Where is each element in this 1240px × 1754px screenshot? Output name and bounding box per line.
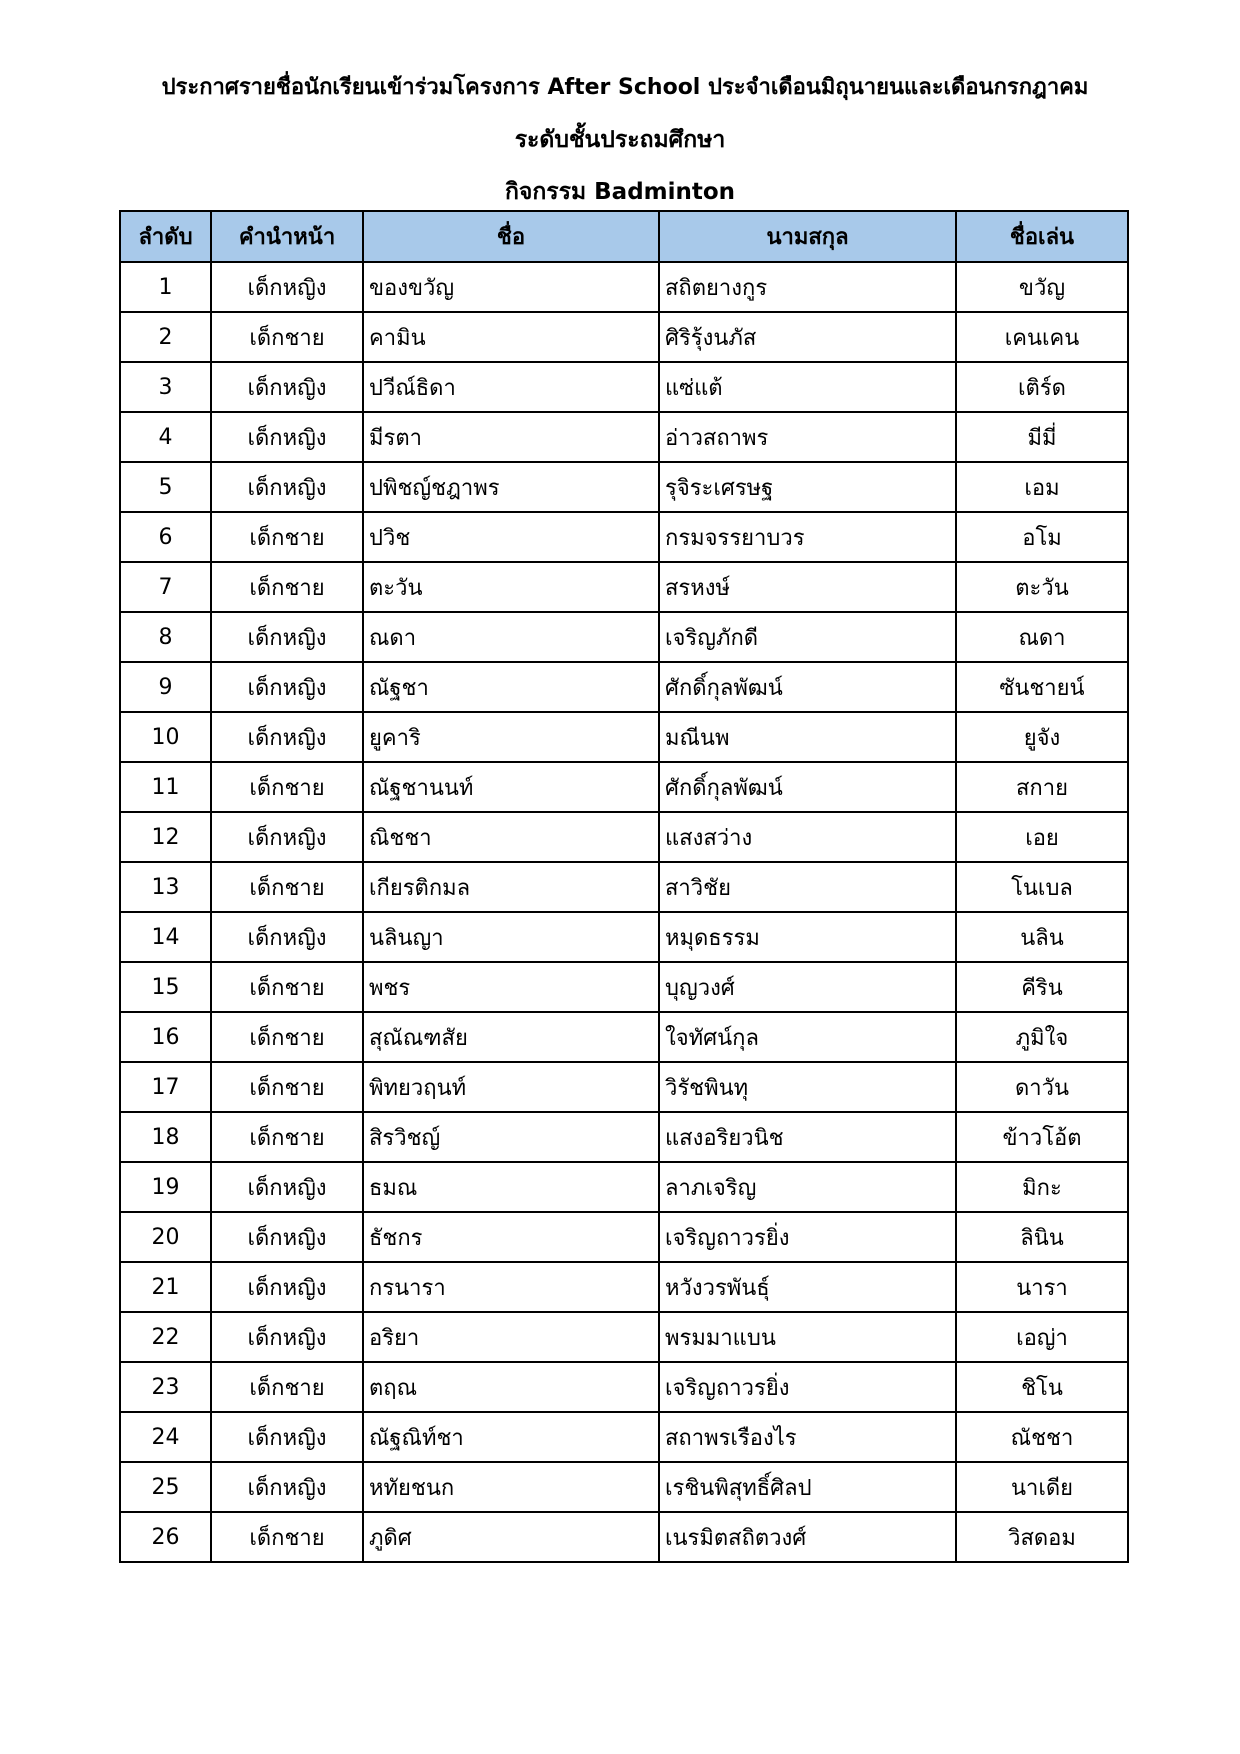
cell-first-name: ณิชชา (363, 812, 659, 862)
cell-last-name: แสงสว่าง (659, 812, 956, 862)
cell-prefix: เด็กชาย (211, 562, 363, 612)
cell-prefix: เด็กหญิง (211, 262, 363, 312)
document-level-subtitle: ระดับชั้นประถมศึกษา (514, 127, 726, 153)
cell-nickname: ชิโน (956, 1362, 1128, 1412)
cell-prefix: เด็กชาย (211, 312, 363, 362)
cell-prefix: เด็กหญิง (211, 712, 363, 762)
cell-first-name: นลินญา (363, 912, 659, 962)
cell-no: 9 (120, 662, 211, 712)
cell-nickname: เอม (956, 462, 1128, 512)
cell-no: 7 (120, 562, 211, 612)
cell-nickname: มิกะ (956, 1162, 1128, 1212)
cell-prefix: เด็กชาย (211, 1062, 363, 1112)
table-row (120, 662, 1128, 712)
cell-last-name: สถาพรเรืองไร (659, 1412, 956, 1462)
cell-no: 22 (120, 1312, 211, 1362)
cell-last-name: ศักดิ์กุลพัฒน์ (659, 662, 956, 712)
cell-first-name: ยูคาริ (363, 712, 659, 762)
table-row (120, 1412, 1128, 1462)
cell-prefix: เด็กชาย (211, 512, 363, 562)
cell-last-name: เจริญถาวรยิ่ง (659, 1362, 956, 1412)
column-header-first-name: ชื่อ (363, 211, 659, 262)
table-row (120, 1062, 1128, 1112)
cell-first-name: พชร (363, 962, 659, 1012)
cell-prefix: เด็กหญิง (211, 462, 363, 512)
cell-nickname: ตะวัน (956, 562, 1128, 612)
cell-first-name: ตะวัน (363, 562, 659, 612)
cell-no: 2 (120, 312, 211, 362)
cell-nickname: อโม (956, 512, 1128, 562)
cell-prefix: เด็กชาย (211, 962, 363, 1012)
cell-first-name: ของขวัญ (363, 262, 659, 312)
cell-nickname: เคนเคน (956, 312, 1128, 362)
cell-first-name: ธัชกร (363, 1212, 659, 1262)
cell-prefix: เด็กชาย (211, 1012, 363, 1062)
cell-last-name: สรหงษ์ (659, 562, 956, 612)
cell-last-name: ลาภเจริญ (659, 1162, 956, 1212)
table-row (120, 1512, 1128, 1562)
table-row (120, 1112, 1128, 1162)
cell-no: 25 (120, 1462, 211, 1512)
table-row (120, 562, 1128, 612)
column-header-prefix: คำนำหน้า (211, 211, 363, 262)
cell-last-name: รุจิระเศรษฐ (659, 462, 956, 512)
table-row (120, 1162, 1128, 1212)
column-header-nickname: ชื่อเล่น (956, 211, 1128, 262)
cell-first-name: เกียรติกมล (363, 862, 659, 912)
cell-nickname: โนเบล (956, 862, 1128, 912)
cell-first-name: สุณัณฑสัย (363, 1012, 659, 1062)
cell-no: 16 (120, 1012, 211, 1062)
document-header (0, 62, 1240, 218)
table-row (120, 312, 1128, 362)
cell-no: 24 (120, 1412, 211, 1462)
table-row (120, 1312, 1128, 1362)
cell-no: 18 (120, 1112, 211, 1162)
cell-no: 15 (120, 962, 211, 1012)
cell-prefix: เด็กหญิง (211, 1262, 363, 1312)
cell-no: 23 (120, 1362, 211, 1412)
cell-first-name: สิรวิชญ์ (363, 1112, 659, 1162)
table-row (120, 512, 1128, 562)
cell-prefix: เด็กหญิง (211, 1212, 363, 1262)
cell-last-name: หวังวรพันธุ์ (659, 1262, 956, 1312)
cell-nickname: นาเดีย (956, 1462, 1128, 1512)
cell-first-name: หทัยชนก (363, 1462, 659, 1512)
cell-last-name: ศักดิ์กุลพัฒน์ (659, 762, 956, 812)
cell-last-name: กรมจรรยาบวร (659, 512, 956, 562)
cell-last-name: แซ่แต้ (659, 362, 956, 412)
table-row (120, 1262, 1128, 1312)
cell-no: 21 (120, 1262, 211, 1312)
cell-no: 10 (120, 712, 211, 762)
cell-no: 17 (120, 1062, 211, 1112)
cell-prefix: เด็กหญิง (211, 1312, 363, 1362)
cell-last-name: เนรมิตสถิตวงศ์ (659, 1512, 956, 1562)
cell-last-name: พรมมาแบน (659, 1312, 956, 1362)
cell-last-name: ศิริรุ้งนภัส (659, 312, 956, 362)
cell-prefix: เด็กหญิง (211, 612, 363, 662)
cell-first-name: ปวีณ์ธิดา (363, 362, 659, 412)
cell-last-name: เรชินพิสุทธิ์ศิลป (659, 1462, 956, 1512)
cell-no: 4 (120, 412, 211, 462)
cell-no: 12 (120, 812, 211, 862)
cell-no: 19 (120, 1162, 211, 1212)
column-header-last-name: นามสกุล (659, 211, 956, 262)
cell-prefix: เด็กชาย (211, 1362, 363, 1412)
cell-nickname: คีริน (956, 962, 1128, 1012)
cell-first-name: ณัฐชา (363, 662, 659, 712)
table-row (120, 1212, 1128, 1262)
cell-first-name: คามิน (363, 312, 659, 362)
student-roster-table (119, 210, 1129, 1563)
cell-last-name: สถิตยางกูร (659, 262, 956, 312)
cell-prefix: เด็กหญิง (211, 812, 363, 862)
cell-last-name: เจริญภักดี (659, 612, 956, 662)
cell-last-name: สาวิชัย (659, 862, 956, 912)
cell-no: 8 (120, 612, 211, 662)
cell-prefix: เด็กหญิง (211, 1162, 363, 1212)
cell-prefix: เด็กชาย (211, 1112, 363, 1162)
table-row (120, 262, 1128, 312)
table-body (120, 262, 1128, 1562)
table-row (120, 762, 1128, 812)
cell-prefix: เด็กชาย (211, 862, 363, 912)
cell-nickname: ยูจัง (956, 712, 1128, 762)
cell-prefix: เด็กชาย (211, 762, 363, 812)
cell-prefix: เด็กหญิง (211, 362, 363, 412)
cell-first-name: ณัฐณิท์ชา (363, 1412, 659, 1462)
table-row (120, 812, 1128, 862)
table-row (120, 362, 1128, 412)
cell-no: 26 (120, 1512, 211, 1562)
table-row (120, 412, 1128, 462)
cell-last-name: แสงอริยวนิช (659, 1112, 956, 1162)
cell-prefix: เด็กหญิง (211, 662, 363, 712)
cell-nickname: ลินิน (956, 1212, 1128, 1262)
cell-prefix: เด็กหญิง (211, 1412, 363, 1462)
cell-last-name: มณีนพ (659, 712, 956, 762)
cell-last-name: ใจทัศน์กุล (659, 1012, 956, 1062)
cell-prefix: เด็กหญิง (211, 912, 363, 962)
table-row (120, 962, 1128, 1012)
cell-nickname: นลิน (956, 912, 1128, 962)
cell-last-name: วิรัชพินทุ (659, 1062, 956, 1112)
document-activity-subtitle: กิจกรรม Badminton (504, 179, 736, 205)
cell-no: 5 (120, 462, 211, 512)
cell-prefix: เด็กหญิง (211, 412, 363, 462)
cell-no: 3 (120, 362, 211, 412)
table-row (120, 862, 1128, 912)
cell-first-name: มีรตา (363, 412, 659, 462)
table-row (120, 712, 1128, 762)
cell-nickname: ดาวัน (956, 1062, 1128, 1112)
cell-last-name: บุญวงศ์ (659, 962, 956, 1012)
cell-first-name: ปพิชญ์ชฎาพร (363, 462, 659, 512)
cell-first-name: ณดา (363, 612, 659, 662)
cell-first-name: ณัฐชานนท์ (363, 762, 659, 812)
table-header-row (120, 211, 1128, 262)
cell-last-name: หมุดธรรม (659, 912, 956, 962)
cell-first-name: อริยา (363, 1312, 659, 1362)
cell-nickname: ขวัญ (956, 262, 1128, 312)
cell-no: 11 (120, 762, 211, 812)
cell-no: 14 (120, 912, 211, 962)
cell-first-name: ตฤณ (363, 1362, 659, 1412)
cell-nickname: ณัชชา (956, 1412, 1128, 1462)
cell-prefix: เด็กชาย (211, 1512, 363, 1562)
cell-first-name: ปวิช (363, 512, 659, 562)
cell-last-name: อ่าวสถาพร (659, 412, 956, 462)
cell-nickname: สกาย (956, 762, 1128, 812)
cell-nickname: ข้าวโอ้ต (956, 1112, 1128, 1162)
cell-no: 20 (120, 1212, 211, 1262)
cell-nickname: นารา (956, 1262, 1128, 1312)
cell-first-name: กรนารา (363, 1262, 659, 1312)
cell-first-name: ภูดิศ (363, 1512, 659, 1562)
cell-nickname: เอย (956, 812, 1128, 862)
document-title: ประกาศรายชื่อนักเรียนเข้าร่วมโครงการ After School ประจำเดือนมิถุนายนและเดือนกรกฎาคม (161, 75, 1089, 100)
column-header-no: ลำดับ (120, 211, 211, 262)
cell-nickname: ภูมิใจ (956, 1012, 1128, 1062)
cell-no: 13 (120, 862, 211, 912)
cell-nickname: มีมี่ (956, 412, 1128, 462)
cell-nickname: เติร์ด (956, 362, 1128, 412)
table-row (120, 462, 1128, 512)
cell-nickname: ณดา (956, 612, 1128, 662)
table-row (120, 1012, 1128, 1062)
cell-prefix: เด็กหญิง (211, 1462, 363, 1512)
cell-no: 1 (120, 262, 211, 312)
cell-nickname: วิสดอม (956, 1512, 1128, 1562)
table-row (120, 1462, 1128, 1512)
cell-last-name: เจริญถาวรยิ่ง (659, 1212, 956, 1262)
cell-nickname: ซันชายน์ (956, 662, 1128, 712)
table-row (120, 912, 1128, 962)
cell-no: 6 (120, 512, 211, 562)
cell-nickname: เอญ่า (956, 1312, 1128, 1362)
table-row (120, 1362, 1128, 1412)
table-row (120, 612, 1128, 662)
cell-first-name: ธมณ (363, 1162, 659, 1212)
cell-first-name: พิทยวฤนท์ (363, 1062, 659, 1112)
